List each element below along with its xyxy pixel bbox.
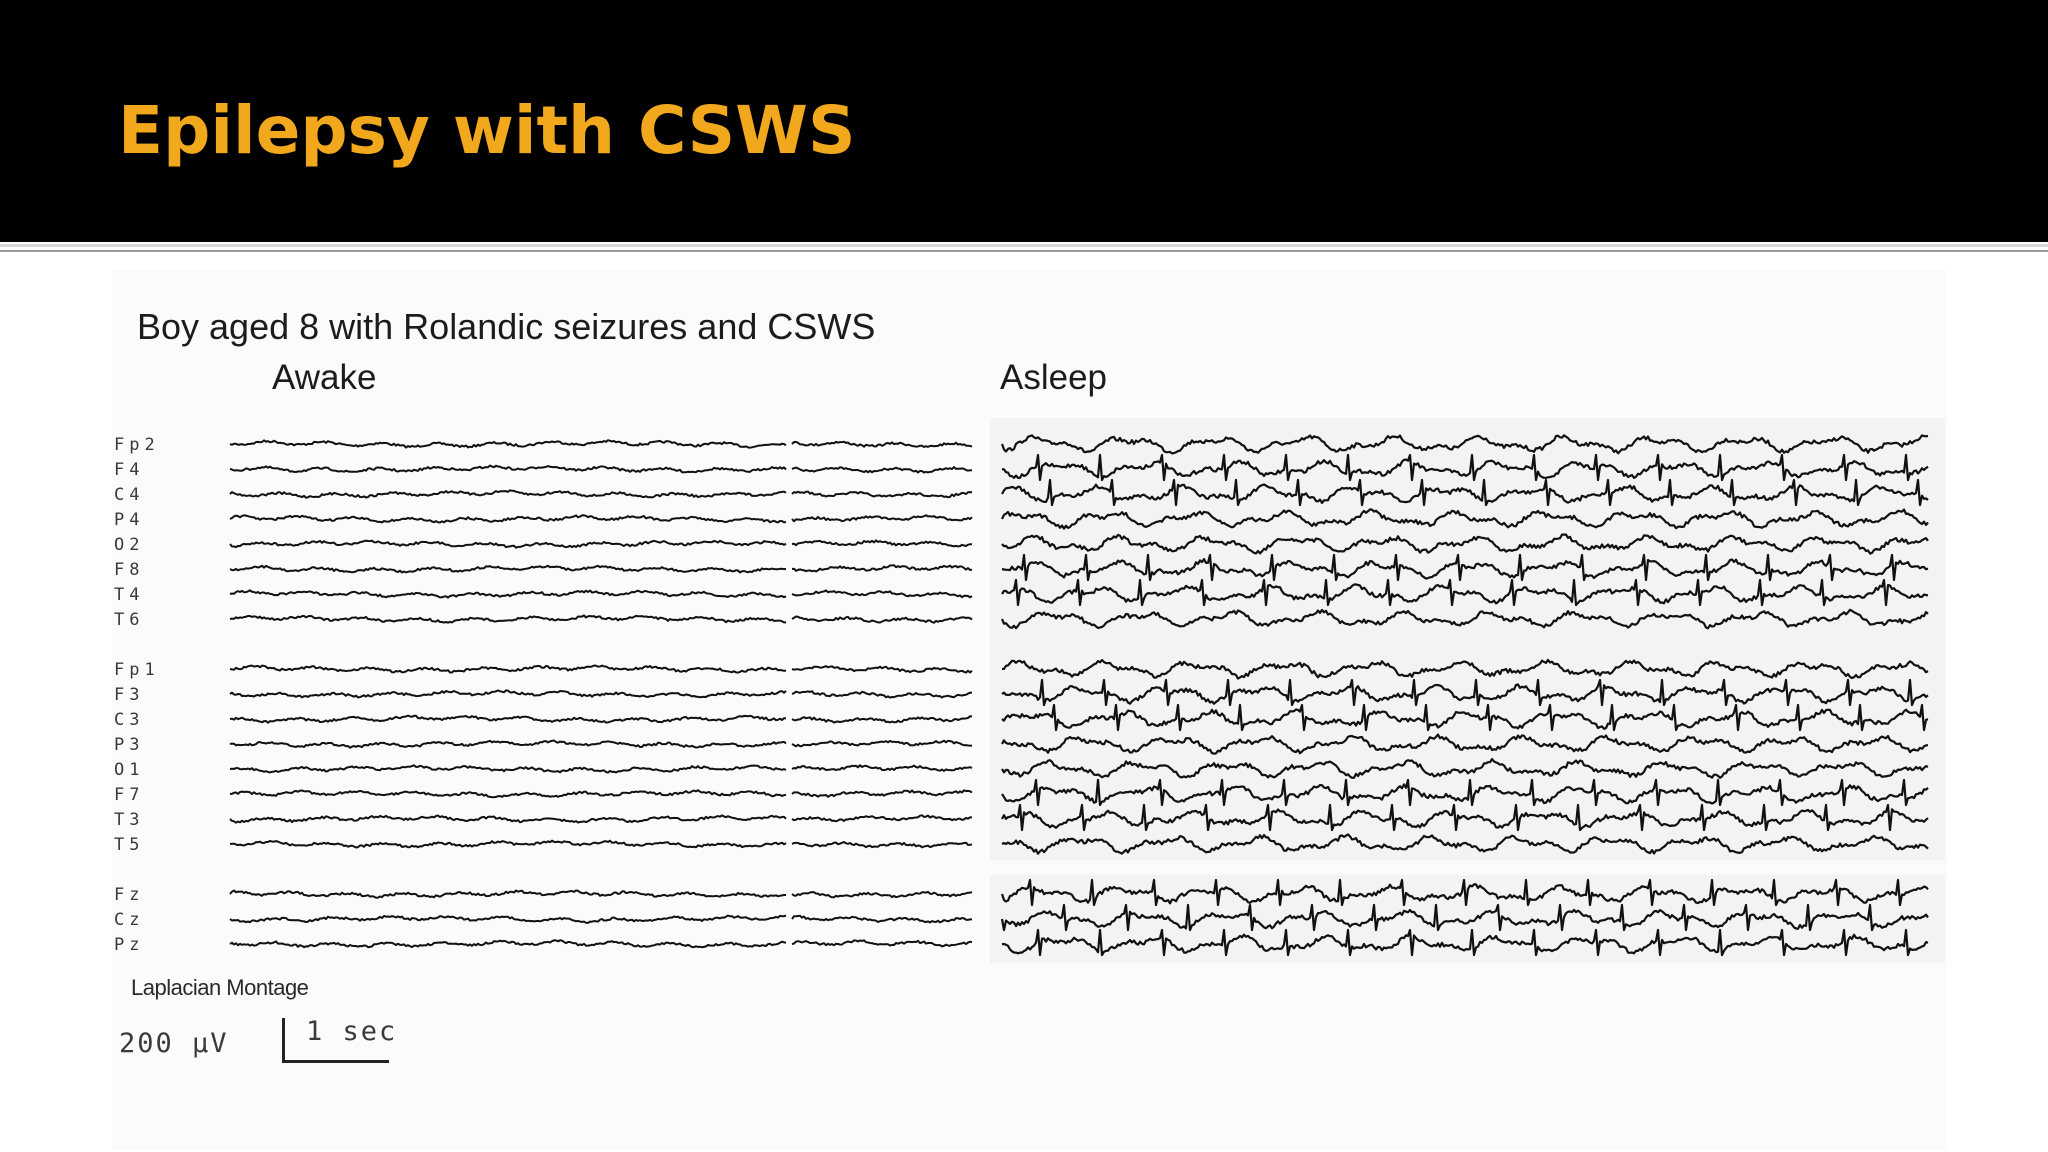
awake-trace-t3 bbox=[230, 815, 786, 822]
slide-title: Epilepsy with CSWS bbox=[118, 92, 856, 169]
asleep-trace-fz bbox=[1002, 880, 1928, 905]
channel-label: F3 bbox=[114, 685, 145, 705]
channel-label: O1 bbox=[114, 760, 145, 780]
asleep-trace-t4 bbox=[1002, 580, 1928, 605]
awake-trace-c4 bbox=[792, 492, 972, 498]
awake-trace-t3 bbox=[792, 815, 972, 821]
asleep-trace-fp2 bbox=[1002, 435, 1928, 453]
awake-trace-f7 bbox=[230, 790, 786, 797]
asleep-trace-cz bbox=[1002, 905, 1928, 930]
asleep-trace-f7 bbox=[1002, 780, 1928, 805]
awake-trace-fp2 bbox=[792, 442, 972, 447]
channel-label: Fp2 bbox=[114, 435, 160, 455]
channel-label: T6 bbox=[114, 610, 145, 630]
awake-trace-t6 bbox=[792, 617, 972, 623]
awake-trace-f7 bbox=[792, 790, 972, 797]
awake-trace-f8 bbox=[230, 566, 786, 573]
asleep-trace-o2 bbox=[1002, 535, 1928, 554]
figure-caption: Boy aged 8 with Rolandic seizures and CSWS bbox=[137, 306, 876, 347]
channel-label: T5 bbox=[114, 835, 145, 855]
channel-label: F4 bbox=[114, 460, 145, 480]
asleep-trace-p4 bbox=[1002, 509, 1928, 528]
channel-label: O2 bbox=[114, 535, 145, 555]
asleep-trace-p3 bbox=[1002, 735, 1928, 754]
asleep-label: Asleep bbox=[1000, 358, 1108, 397]
awake-trace-fp2 bbox=[230, 440, 786, 448]
montage-label: Laplacian Montage bbox=[131, 975, 309, 1000]
asleep-trace-t6 bbox=[1002, 610, 1928, 629]
asleep-trace-pz bbox=[1002, 930, 1928, 955]
awake-trace-c3 bbox=[792, 716, 972, 722]
channel-label: F7 bbox=[114, 785, 145, 805]
awake-trace-o2 bbox=[792, 540, 972, 546]
awake-trace-t5 bbox=[230, 841, 786, 848]
asleep-trace-o1 bbox=[1002, 759, 1928, 778]
asleep-trace-t3 bbox=[1002, 805, 1928, 830]
awake-trace-c3 bbox=[230, 716, 786, 723]
time-scale-label: 1 sec bbox=[306, 1016, 398, 1047]
awake-trace-f3 bbox=[792, 691, 972, 697]
awake-trace-o1 bbox=[230, 765, 786, 772]
awake-trace-t4 bbox=[230, 590, 786, 597]
awake-trace-fz bbox=[792, 892, 972, 898]
awake-trace-t6 bbox=[230, 615, 786, 622]
awake-trace-fp1 bbox=[792, 666, 972, 673]
awake-trace-t5 bbox=[792, 842, 972, 847]
awake-trace-f4 bbox=[230, 466, 786, 473]
awake-trace-p4 bbox=[792, 515, 972, 521]
channel-label: Fz bbox=[114, 885, 145, 905]
awake-trace-cz bbox=[230, 916, 786, 923]
channel-label: T4 bbox=[114, 585, 145, 605]
channel-label: F8 bbox=[114, 560, 145, 580]
asleep-trace-f8 bbox=[1002, 555, 1928, 580]
awake-label: Awake bbox=[272, 358, 377, 397]
asleep-trace-c4 bbox=[1002, 480, 1928, 505]
awake-trace-p3 bbox=[792, 741, 972, 747]
channel-label: C4 bbox=[114, 485, 145, 505]
awake-trace-fp1 bbox=[230, 666, 786, 673]
channel-label: P3 bbox=[114, 735, 145, 755]
asleep-trace-c3 bbox=[1002, 705, 1928, 730]
awake-trace-o2 bbox=[230, 541, 786, 548]
awake-trace-p4 bbox=[230, 515, 786, 522]
amplitude-scale-label: 200 µV bbox=[119, 1028, 229, 1059]
awake-trace-f8 bbox=[792, 565, 972, 571]
awake-trace-f3 bbox=[230, 690, 786, 697]
awake-trace-c4 bbox=[230, 490, 786, 498]
asleep-trace-fp1 bbox=[1002, 660, 1928, 679]
awake-trace-fz bbox=[230, 891, 786, 898]
awake-trace-cz bbox=[792, 916, 972, 923]
channel-label: P4 bbox=[114, 510, 145, 530]
awake-trace-t4 bbox=[792, 590, 972, 597]
channel-label: T3 bbox=[114, 810, 145, 830]
awake-trace-o1 bbox=[792, 765, 972, 771]
channel-label: Pz bbox=[114, 935, 145, 955]
channel-label: C3 bbox=[114, 710, 145, 730]
awake-trace-f4 bbox=[792, 467, 972, 472]
awake-trace-pz bbox=[792, 940, 972, 946]
awake-trace-p3 bbox=[230, 741, 786, 748]
asleep-trace-f4 bbox=[1002, 455, 1928, 480]
asleep-trace-t5 bbox=[1002, 834, 1928, 853]
channel-label: Fp1 bbox=[114, 660, 160, 680]
asleep-trace-f3 bbox=[1002, 680, 1928, 705]
awake-trace-pz bbox=[230, 940, 786, 947]
channel-label: Cz bbox=[114, 910, 145, 930]
